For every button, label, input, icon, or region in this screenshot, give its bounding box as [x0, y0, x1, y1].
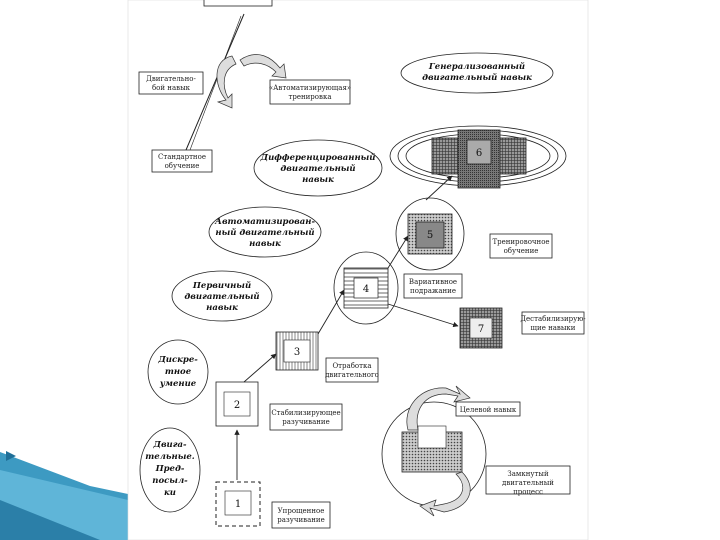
svg-text:двигательного: двигательного	[325, 371, 379, 379]
svg-text:процесс: процесс	[513, 488, 543, 496]
svg-text:Двига-: Двига-	[153, 440, 187, 450]
svg-text:Автоматизирован-: Автоматизирован-	[215, 217, 315, 227]
stage-3-number: 3	[293, 347, 301, 358]
svg-text:двигательный: двигательный	[280, 164, 356, 174]
svg-text:Дискре-: Дискре-	[158, 355, 198, 365]
stage-6-number: 6	[475, 148, 483, 159]
svg-text:двигательный: двигательный	[184, 292, 260, 302]
svg-text:разучивание: разучивание	[282, 418, 330, 426]
top-partial-box	[204, 0, 272, 6]
svg-text:Первичный: Первичный	[192, 281, 252, 291]
label-top-left-2: бой навык	[151, 84, 191, 92]
label-top-right-2: тренировка	[288, 93, 332, 101]
svg-text:навык: навык	[206, 303, 238, 313]
svg-text:подражание: подражание	[410, 287, 456, 295]
svg-text:ки: ки	[164, 488, 176, 498]
svg-text:двигательный: двигательный	[502, 479, 554, 487]
stage-4-number: 4	[362, 284, 370, 295]
svg-text:щие навыки: щие навыки	[530, 324, 576, 332]
svg-text:Пред-: Пред-	[155, 464, 185, 474]
slide-decoration	[0, 451, 128, 540]
stage-7-number: 7	[477, 324, 485, 335]
svg-text:навык: навык	[249, 239, 281, 249]
svg-text:ный двигательный: ный двигательный	[215, 228, 315, 238]
svg-text:разучивание: разучивание	[277, 516, 325, 524]
svg-text:тное: тное	[164, 367, 192, 377]
svg-text:Стабилизирующее: Стабилизирующее	[271, 409, 341, 417]
label-top-left-1: Двигательно-	[146, 75, 196, 83]
svg-text:Дестабилизирую-: Дестабилизирую-	[520, 315, 586, 323]
svg-text:Отработка: Отработка	[332, 362, 372, 370]
svg-text:Упрощенное: Упрощенное	[277, 507, 325, 515]
svg-text:посыл-: посыл-	[152, 476, 188, 486]
label-top-bottom-1: Стандартное	[158, 153, 206, 161]
svg-text:Замкнутый: Замкнутый	[507, 470, 549, 478]
svg-text:Тренировочное: Тренировочное	[492, 238, 550, 246]
svg-text:двигательный навык: двигательный навык	[422, 73, 532, 83]
label-top-right-1: «Автоматизирующая»	[268, 84, 352, 92]
label-target-skill: Целевой навык	[459, 406, 517, 414]
svg-text:Дифференцированный: Дифференцированный	[260, 153, 376, 163]
svg-text:умение: умение	[159, 379, 197, 389]
svg-text:навык: навык	[302, 175, 334, 185]
stage-5-number: 5	[426, 230, 434, 241]
label-top-bottom-2: обучение	[164, 162, 200, 170]
stage-2-number: 2	[233, 400, 241, 411]
svg-text:Генерализованный: Генерализованный	[428, 62, 526, 72]
svg-text:Вариативное: Вариативное	[408, 278, 458, 286]
stage-1-number: 1	[234, 499, 242, 510]
svg-text:обучение: обучение	[503, 247, 539, 255]
svg-text:тельные.: тельные.	[145, 452, 195, 462]
